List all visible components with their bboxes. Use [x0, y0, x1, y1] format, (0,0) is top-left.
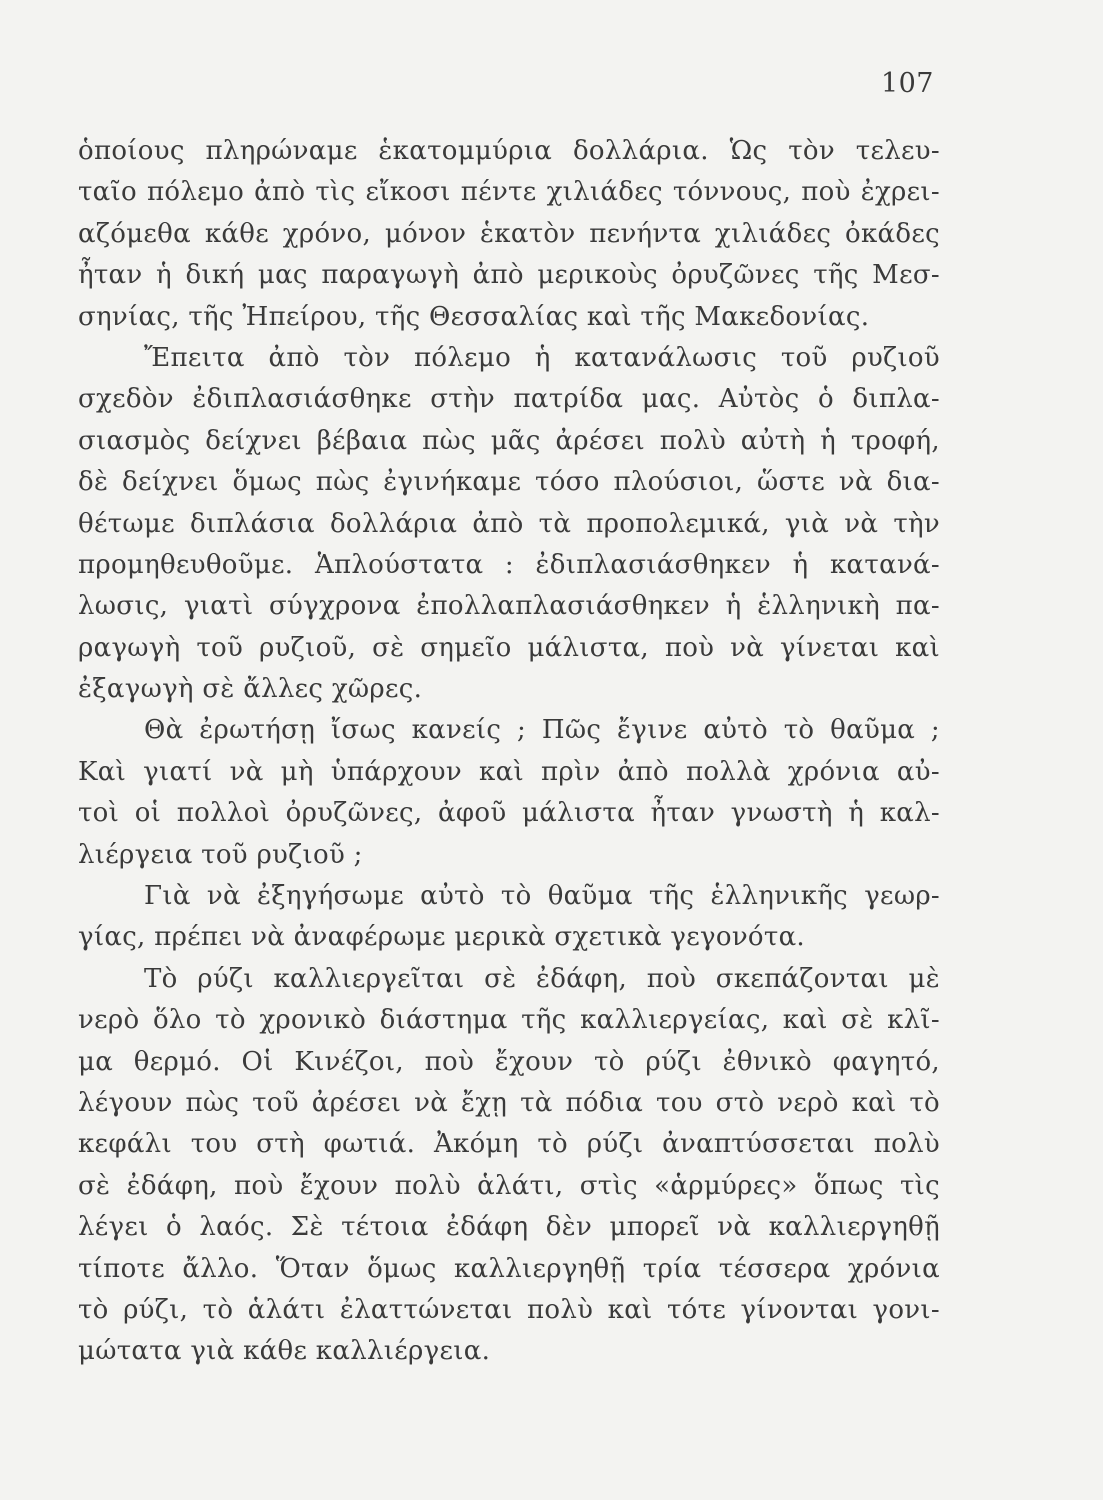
text-line: σιασμὸς δείχνει βέβαια πὼς μᾶς ἀρέσει πολὺ αὐτὴ ἡ τροφή,: [78, 425, 940, 456]
text-line: Γιὰ νὰ ἐξηγήσωμε αὐτὸ τὸ θαῦμα τῆς ἑλληνικῆς γεωρ-: [144, 881, 940, 912]
text-line: τοὶ οἱ πολλοὶ ὀρυζῶνες, ἀφοῦ μάλιστα ἦταν γνωστὴ ἡ καλ-: [78, 798, 940, 829]
text-line: σὲ ἐδάφη, ποὺ ἔχουν πολὺ ἁλάτι, στὶς «ἁρμύρες» ὅπως τὶς: [78, 1170, 940, 1201]
text-line: μώτατα γιὰ κάθε καλλιέργεια.: [78, 1336, 491, 1367]
text-line: λέγει ὁ λαός. Σὲ τέτοια ἐδάφη δὲν μπορεῖ νὰ καλλιεργηθῇ: [78, 1212, 940, 1243]
text-line: ραγωγὴ τοῦ ρυζιοῦ, σὲ σημεῖο μάλιστα, ποὺ νὰ γίνεται καὶ: [78, 632, 940, 663]
text-line: σχεδὸν ἐδιπλασιάσθηκε στὴν πατρίδα μας. Αὐτὸς ὁ διπλα-: [78, 384, 940, 415]
text-line: αζόμεθα κάθε χρόνο, μόνον ἑκατὸν πενήντα χιλιάδες ὀκάδες: [78, 218, 940, 249]
text-line: Θὰ ἐρωτήσῃ ἴσως κανείς ; Πῶς ἔγινε αὐτὸ τὸ θαῦμα ;: [144, 715, 940, 746]
text-line: λωσις, γιατὶ σύγχρονα ἐπολλαπλασιάσθηκεν ἡ ἑλληνικὴ πα-: [78, 591, 940, 622]
text-line: κεφάλι του στὴ φωτιά. Ἀκόμη τὸ ρύζι ἀναπτύσσεται πολὺ: [78, 1129, 940, 1160]
text-line: μα θερμό. Οἱ Κινέζοι, ποὺ ἔχουν τὸ ρύζι ἐθνικὸ φαγητό,: [78, 1046, 940, 1077]
text-line: δὲ δείχνει ὅμως πὼς ἐγινήκαμε τόσο πλούσιοι, ὥστε νὰ δια-: [78, 467, 940, 498]
text-line: σηνίας, τῆς Ἠπείρου, τῆς Θεσσαλίας καὶ τῆς Μακεδονίας.: [78, 301, 870, 332]
text-line: γίας, πρέπει νὰ ἀναφέρωμε μερικὰ σχετικὰ γεγονότα.: [78, 922, 805, 953]
text-line: νερὸ ὅλο τὸ χρονικὸ διάστημα τῆς καλλιεργείας, καὶ σὲ κλῖ-: [78, 1005, 940, 1036]
text-line: τὸ ρύζι, τὸ ἁλάτι ἐλαττώνεται πολὺ καὶ τότε γίνονται γονι-: [78, 1294, 940, 1325]
text-line: λιέργεια τοῦ ρυζιοῦ ;: [78, 839, 363, 870]
text-line: ἦταν ἡ δική μας παραγωγὴ ἀπὸ μερικοὺς ὀρυζῶνες τῆς Μεσ-: [78, 260, 940, 291]
text-line: ὁποίους πληρώναμε ἑκατομμύρια δολλάρια. Ὡς τὸν τελευ-: [78, 136, 940, 166]
text-line: θέτωμε διπλάσια δολλάρια ἀπὸ τὰ προπολεμικά, γιὰ νὰ τὴν: [78, 508, 940, 539]
text-line: Ἔπειτα ἀπὸ τὸν πόλεμο ἡ κατανάλωσις τοῦ ρυζιοῦ: [144, 342, 940, 373]
text-line: προμηθευθοῦμε. Ἁπλούστατα : ἐδιπλασιάσθηκεν ἡ κατανά-: [78, 549, 940, 580]
text-line: ἐξαγωγὴ σὲ ἄλλες χῶρες.: [78, 674, 423, 705]
text-line: ταῖο πόλεμο ἀπὸ τὶς εἴκοσι πέντε χιλιάδες τόννους, ποὺ ἐχρει-: [78, 177, 940, 208]
page-number: 107: [880, 68, 934, 99]
body-text: [78, 131, 940, 1373]
text-line: λέγουν πὼς τοῦ ἀρέσει νὰ ἔχῃ τὰ πόδια του στὸ νερὸ καὶ τὸ: [78, 1087, 940, 1118]
text-line: τίποτε ἄλλο. Ὅταν ὅμως καλλιεργηθῇ τρία τέσσερα χρόνια: [78, 1253, 940, 1284]
text-line: Καὶ γιατί νὰ μὴ ὑπάρχουν καὶ πρὶν ἀπὸ πολλὰ χρόνια αὐ-: [78, 756, 940, 787]
text-line: Τὸ ρύζι καλλιεργεῖται σὲ ἐδάφη, ποὺ σκεπάζονται μὲ: [144, 963, 940, 994]
